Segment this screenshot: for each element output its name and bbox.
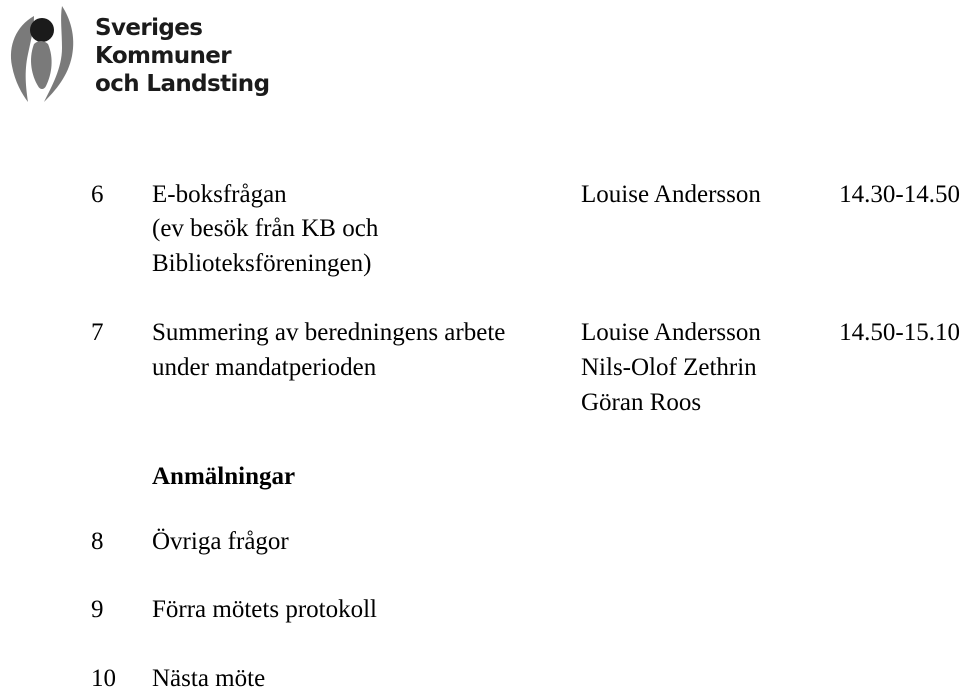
section-heading: Anmälningar xyxy=(152,463,296,490)
logo-line-1: Sveriges xyxy=(95,15,203,41)
agenda-item-topic-line: Summering av beredningens arbete xyxy=(152,319,506,346)
agenda-item-person: Nils-Olof Zethrin xyxy=(581,354,757,381)
logo-line-3: och Landsting xyxy=(95,71,270,97)
agenda-item-time: 14.30-14.50 xyxy=(839,181,960,208)
agenda-item-topic-line: under mandatperioden xyxy=(152,354,377,381)
agenda-item-topic-line: E-boksfrågan xyxy=(152,181,287,208)
agenda-item-number: 6 xyxy=(91,181,104,208)
agenda-item-number: 7 xyxy=(91,319,104,346)
agenda-item-time: 14.50-15.10 xyxy=(839,319,960,346)
agenda-item-person: Göran Roos xyxy=(581,389,702,416)
logo-line-2: Kommuner xyxy=(95,43,232,69)
logo-wordmark xyxy=(95,14,269,98)
agenda-item-person: Louise Andersson xyxy=(581,319,761,346)
agenda-item-number: 8 xyxy=(91,528,104,555)
agenda-item-topic: Förra mötets protokoll xyxy=(152,596,377,623)
agenda-item-number: 10 xyxy=(91,665,116,692)
logo-emblem-icon xyxy=(4,2,82,104)
agenda-item-number: 9 xyxy=(91,596,104,623)
agenda-item-topic-line: (ev besök från KB och xyxy=(152,215,379,242)
agenda-item-person: Louise Andersson xyxy=(581,181,761,208)
logo xyxy=(4,2,270,104)
agenda-item-topic: Övriga frågor xyxy=(152,528,289,555)
agenda-item-topic: Nästa möte xyxy=(152,665,266,692)
agenda-item-topic-line: Biblioteksföreningen) xyxy=(152,250,372,277)
